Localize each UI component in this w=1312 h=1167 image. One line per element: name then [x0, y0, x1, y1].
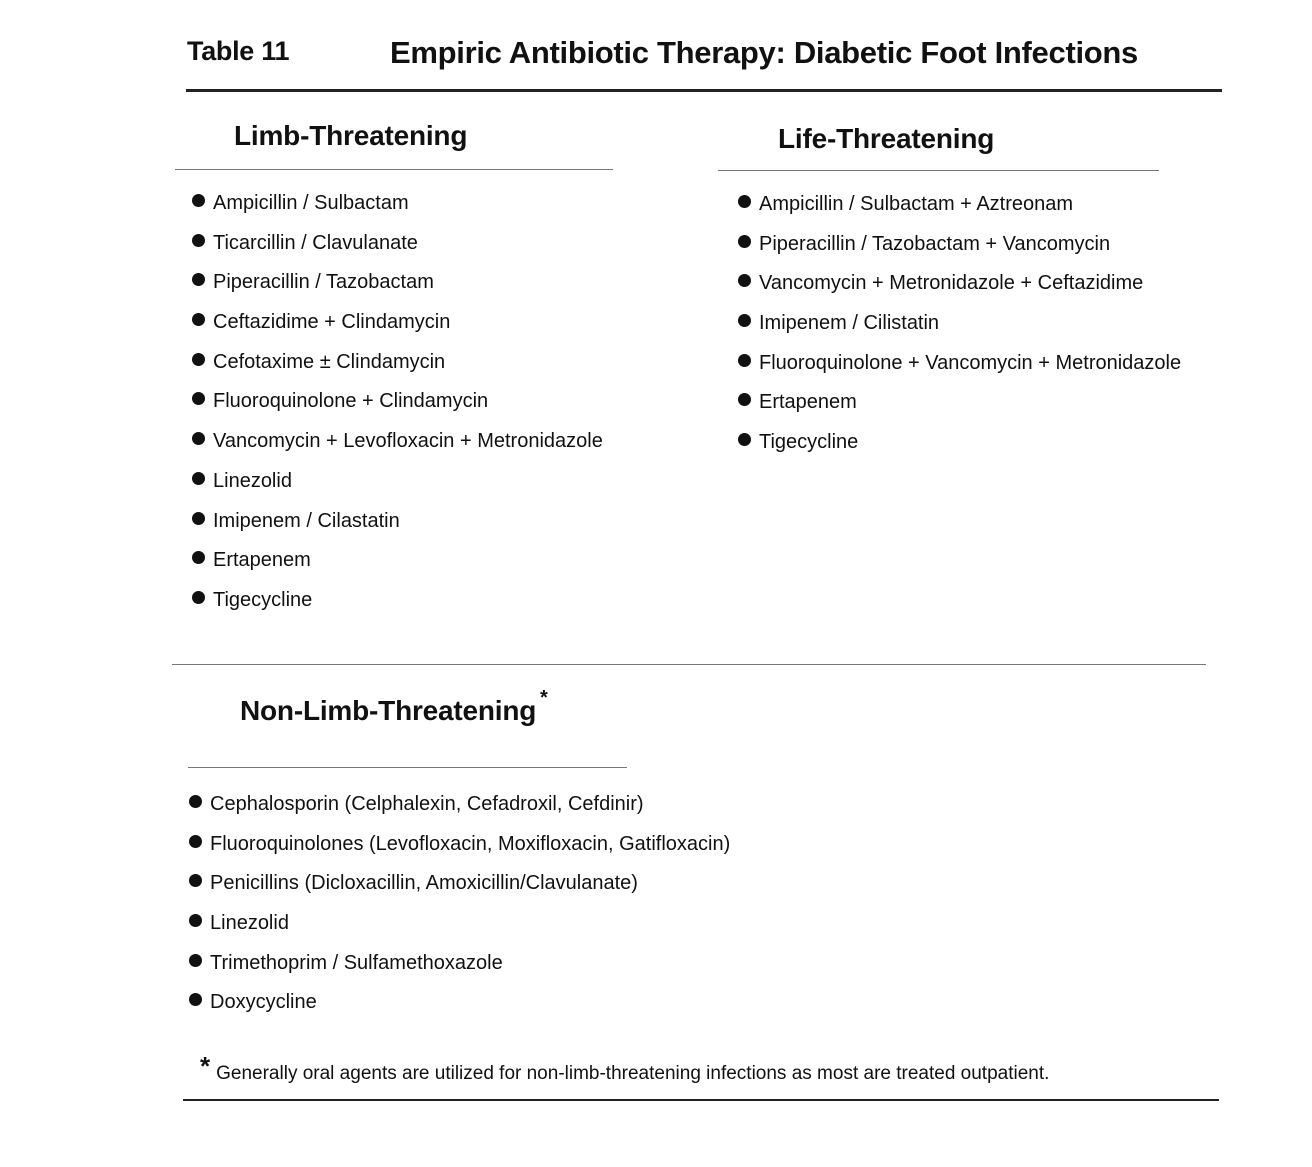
bullet-icon	[189, 874, 202, 887]
bullet-icon	[738, 314, 751, 327]
bullet-icon	[192, 234, 205, 247]
list-item-label: Cephalosporin (Celphalexin, Cefadroxil, Cefdinir)	[210, 793, 644, 815]
list-item	[738, 430, 1181, 470]
bullet-icon	[192, 313, 205, 326]
list-item-label: Ampicillin / Sulbactam	[213, 192, 409, 214]
list-item-label: Ertapenem	[759, 391, 857, 414]
list-item	[192, 588, 603, 628]
list-item	[738, 351, 1181, 391]
list-item-label: Ticarcillin / Clavulanate	[213, 231, 418, 254]
footer-rule	[183, 1099, 1219, 1101]
bullet-icon	[192, 591, 205, 604]
footnote-text: Generally oral agents are utilized for non-limb-threatening infections as most are treated outpatient.	[216, 1063, 1050, 1084]
list-item	[189, 792, 730, 832]
footnote	[200, 1051, 1049, 1085]
life-threatening-heading: Life-Threatening	[778, 123, 995, 154]
bullet-icon	[192, 512, 205, 525]
bullet-icon	[192, 273, 205, 286]
list-item-label: Vancomycin + Metronidazole + Ceftazidime	[759, 272, 1144, 295]
bullet-icon	[189, 835, 202, 848]
bullet-icon	[738, 433, 751, 446]
list-item-label: Ertapenem	[213, 549, 311, 572]
limb-threatening-heading: Limb-Threatening	[234, 120, 468, 151]
list-item-label: Fluoroquinolone + Clindamycin	[213, 390, 489, 413]
bullet-icon	[189, 954, 202, 967]
list-item-label: Tigecycline	[213, 588, 313, 611]
limb-threatening-rule	[175, 169, 613, 170]
list-item	[192, 270, 603, 310]
list-item	[192, 191, 603, 231]
list-item-label: Penicillins (Dicloxacillin, Amoxicillin/Clavulanate)	[210, 872, 638, 895]
bullet-icon	[192, 353, 205, 366]
list-item	[189, 951, 730, 991]
header-rule	[186, 89, 1222, 92]
life-threatening-rule	[718, 170, 1159, 171]
bullet-icon	[738, 195, 751, 208]
list-item	[738, 192, 1181, 232]
list-item	[192, 310, 603, 350]
bullet-icon	[189, 795, 202, 808]
bullet-icon	[192, 194, 205, 207]
list-item	[738, 232, 1181, 272]
list-item-label: Vancomycin + Levofloxacin + Metronidazole	[213, 430, 603, 453]
table-label: Table 11	[187, 36, 290, 66]
bullet-icon	[192, 551, 205, 564]
list-item	[189, 990, 730, 1030]
life-threatening-list	[738, 192, 1181, 470]
bullet-icon	[738, 393, 751, 406]
bullet-icon	[738, 274, 751, 287]
list-item-label: Piperacillin / Tazobactam	[213, 271, 434, 294]
list-item-label: Doxycycline	[210, 991, 317, 1014]
list-item-label: Imipenem / Cilistatin	[759, 312, 940, 335]
list-item	[192, 389, 603, 429]
section-divider	[172, 664, 1206, 665]
list-item	[189, 871, 730, 911]
bullet-icon	[738, 354, 751, 367]
list-item-label: Ceftazidime + Clindamycin	[213, 311, 451, 334]
heading-asterisk: *	[540, 687, 548, 709]
bullet-icon	[189, 993, 202, 1006]
list-item	[192, 548, 603, 588]
list-item-label: Ampicillin / Sulbactam + Aztreonam	[759, 193, 1074, 215]
list-item	[192, 509, 603, 549]
list-item	[738, 390, 1181, 430]
bullet-icon	[192, 392, 205, 405]
non-limb-threatening-heading: Non-Limb-Threatening	[240, 695, 537, 726]
bullet-icon	[192, 472, 205, 485]
list-item	[192, 429, 603, 469]
list-item	[738, 271, 1181, 311]
footnote-asterisk: *	[200, 1051, 211, 1081]
list-item-label: Linezolid	[210, 912, 289, 935]
list-item-label: Trimethoprim / Sulfamethoxazole	[210, 951, 503, 974]
list-item	[738, 311, 1181, 351]
list-item-label: Tigecycline	[759, 431, 859, 454]
list-item	[189, 911, 730, 951]
list-item	[192, 231, 603, 271]
non-limb-threatening-rule	[188, 767, 627, 768]
list-item-label: Linezolid	[213, 469, 292, 492]
list-item-label: Imipenem / Cilastatin	[213, 509, 400, 532]
bullet-icon	[738, 235, 751, 248]
list-item	[192, 350, 603, 390]
list-item-label: Piperacillin / Tazobactam + Vancomycin	[759, 232, 1111, 255]
list-item-label: Fluoroquinolones (Levofloxacin, Moxifloxacin, Gatifloxacin)	[210, 832, 731, 855]
list-item	[192, 469, 603, 509]
bullet-icon	[189, 914, 202, 927]
list-item-label: Fluoroquinolone + Vancomycin + Metronidazole	[759, 351, 1182, 374]
non-limb-threatening-list	[189, 792, 730, 1030]
list-item	[189, 832, 730, 872]
bullet-icon	[192, 432, 205, 445]
page-title: Empiric Antibiotic Therapy: Diabetic Foot Infections	[390, 35, 1138, 70]
list-item-label: Cefotaxime ± Clindamycin	[213, 350, 446, 373]
limb-threatening-list	[192, 191, 603, 628]
